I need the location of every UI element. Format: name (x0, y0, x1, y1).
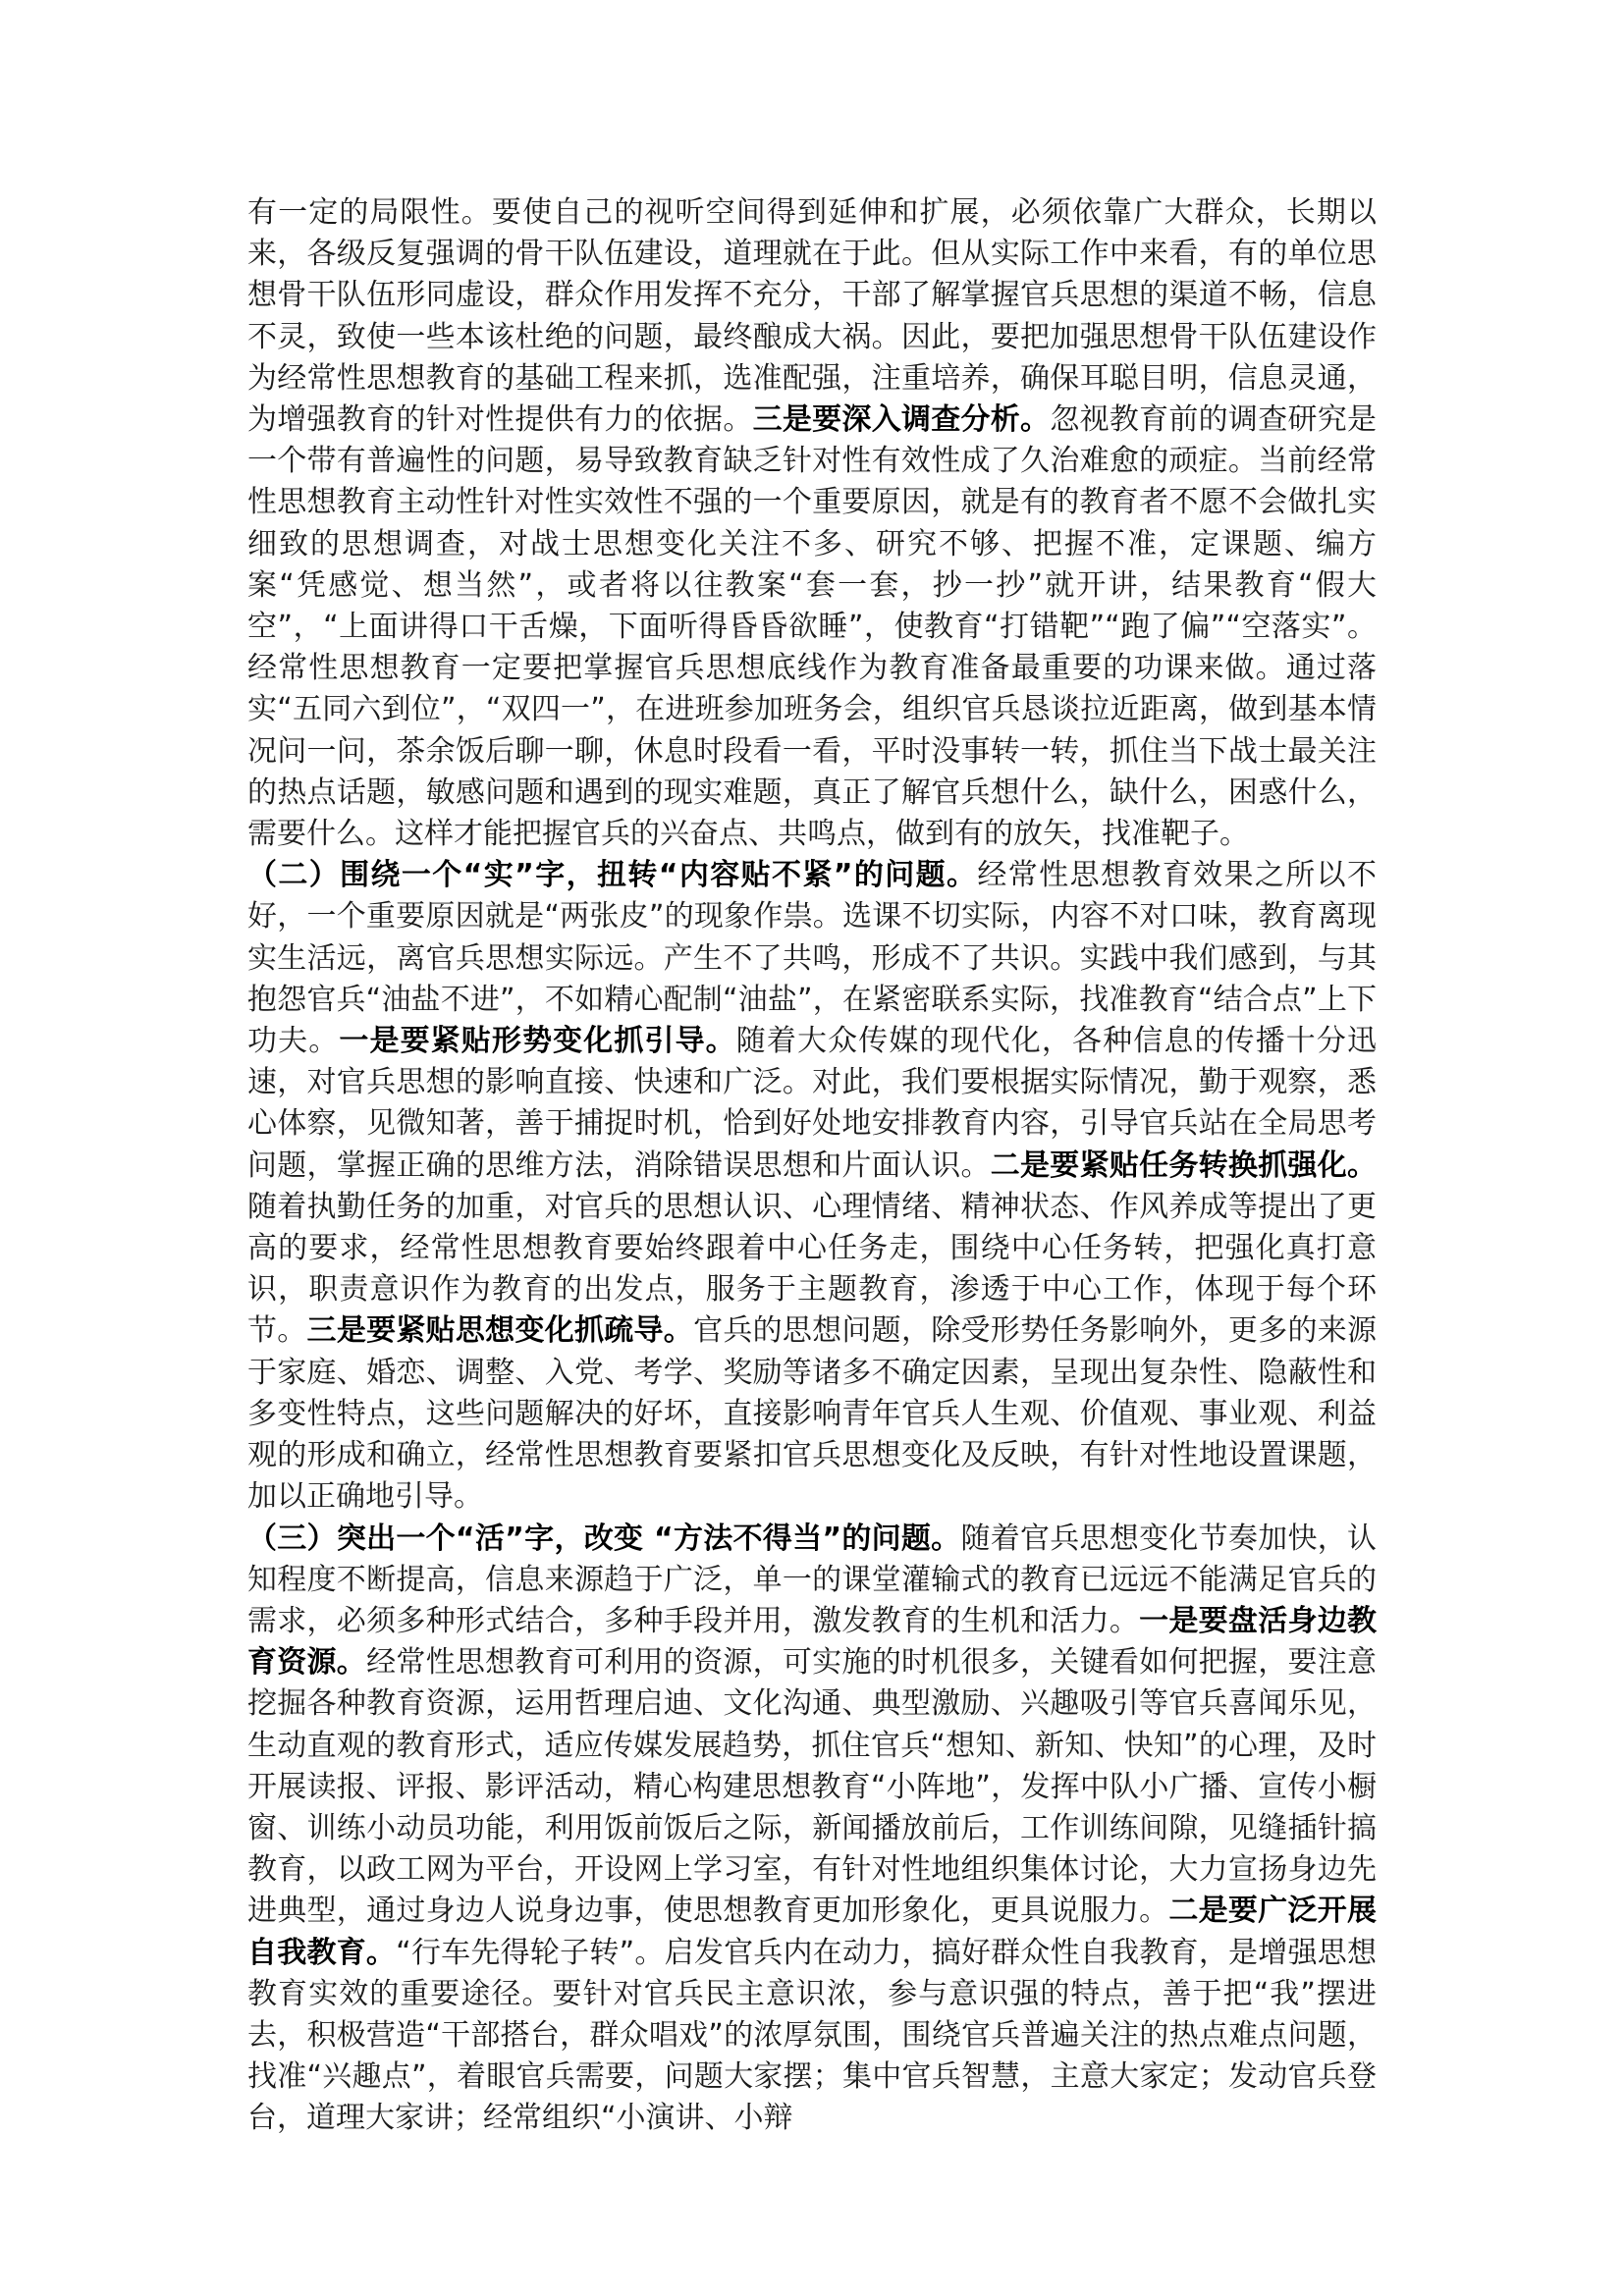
bold-heading-span: 三是要深入调查分析。 (752, 402, 1051, 438)
text-span: 随着执勤任务的加重，对官兵的思想认识、心理情绪、精神状态、作风养成等提出了更高的要求，经常性思想教育要始终跟着中心任务走，围绕中心任务转，把强化真打意识，职责意识作为教育的出发点，服务于主题教育，渗透于中心工作，体现于每个环节。 (247, 1189, 1377, 1349)
bold-heading-span: 一是要紧贴形势变化抓引导。 (339, 1024, 736, 1059)
paragraph (247, 192, 1377, 855)
bold-heading-span: 一是要盘活身边教育资源。 (247, 1603, 1378, 1681)
text-span: 经常性思想教育效果之所以不好，一个重要原因就是“两张皮”的现象作祟。选课不切实际，内容不对口味，教育离现实生活远，离官兵思想实际远。产生不了共鸣，形成不了共识。实践中我们感到，与其抱怨官兵“油盐不进”，不如精心配制“油盐”，在紧密联系实际，找准教育“结合点”上下功夫。 (247, 858, 1378, 1059)
section-heading: （三）突出一个“活”字，改变 “方法不得当”的问题。 (247, 1521, 961, 1556)
bold-heading-span: 三是要紧贴思想变化抓疏导。 (306, 1313, 694, 1349)
paragraph (247, 1519, 1377, 2140)
text-span: 官兵的思想问题，除受形势任务影响外，更多的来源于家庭、婚恋、调整、入党、考学、奖励等诸多不确定因素，呈现出复杂性、隐蔽性和多变性特点，这些问题解决的好坏，直接影响青年官兵人生观、价值观、事业观、利益观的形成和确立，经常性思想教育要紧扣官兵思想变化及反映，有针对性地设置课题，加以正确地引导。 (247, 1313, 1378, 1515)
text-span: 随着大众传媒的现代化，各种信息的传播十分迅速，对官兵思想的影响直接、快速和广泛。对此，我们要根据实际情况，勤于观察，悉心体察，见微知著，善于捕捉时机，恰到好处地安排教育内容，引导官兵站在全局思考问题，掌握正确的思维方法，消除错误思想和片面认识。 (247, 1024, 1378, 1183)
text-span: 经常性思想教育可利用的资源，可实施的时机很多，关键看如何把握，要注意挖掘各种教育资源，运用哲理启迪、文化沟通、典型激励、兴趣吸引等官兵喜闻乐见，生动直观的教育形式，适应传媒发展趋势，抓住官兵“想知、新知、快知”的心理，及时开展读报、评报、影评活动，精心构建思想教育“小阵地”，发挥中队小广播、宣传小橱窗、训练小动员功能，利用饭前饭后之际，新闻播放前后，工作训练间隙，见缝插针搞教育，以政工网为平台，开设网上学习室，有针对性地组织集体讨论，大力宣扬身边先进典型，通过身边人说身边事，使思想教育更加形象化，更具说服力。 (247, 1645, 1378, 1929)
paragraph (247, 855, 1377, 1518)
section-heading: （二）围绕一个“实”字，扭转“内容贴不紧”的问题。 (247, 858, 978, 893)
bold-heading-span: 二是要广泛开展自我教育。 (247, 1894, 1378, 1970)
bold-heading-span: 二是要紧贴任务转换抓强化。 (990, 1148, 1378, 1183)
text-span: 忽视教育前的调查研究是一个带有普遍性的问题，易导致教育缺乏针对性有效性成了久治难愈的顽症。当前经常性思想教育主动性针对性实效性不强的一个重要原因，就是有的教育者不愿不会做扎实细致的思想调查，对战士思想变化关注不多、研究不够、把握不准，定课题、编方案“凭感觉、想当然”，或者将以往教案“套一套，抄一抄”就开讲，结果教育“假大空”，“上面讲得口干舌燥，下面听得昏昏欲睡”，使教育“打错靶”“跑了偏”“空落实”。经常性思想教育一定要把掌握官兵思想底线作为教育准备最重要的功课来做。通过落实“五同六到位”，“双四一”，在进班参加班务会，组织官兵恳谈拉近距离，做到基本情况问一问，茶余饭后聊一聊，休息时段看一看，平时没事转一转，抓住当下战士最关注的热点话题，敏感问题和遇到的现实难题，真正了解官兵想什么，缺什么，困惑什么，需要什么。这样才能把握官兵的兴奋点、共鸣点，做到有的放矢，找准靶子。 (247, 402, 1378, 852)
text-span: 随着官兵思想变化节奏加快，认知程度不断提高，信息来源趋于广泛，单一的课堂灌输式的教育已远远不能满足官兵的需求，必须多种形式结合，多种手段并用，激发教育的生机和活力。 (247, 1521, 1377, 1638)
text-span: 有一定的局限性。要使自己的视听空间得到延伸和扩展，必须依靠广大群众，长期以来，各级反复强调的骨干队伍建设，道理就在于此。但从实际工作中来看，有的单位思想骨干队伍形同虚设，群众作用发挥不充分，干部了解掌握官兵思想的渠道不畅，信息不灵，致使一些本该杜绝的问题，最终酿成大祸。因此，要把加强思想骨干队伍建设作为经常性思想教育的基础工程来抓，选准配强，注重培养，确保耳聪目明，信息灵通，为增强教育的针对性提供有力的依据。 (247, 195, 1377, 438)
document-page (247, 192, 1377, 2140)
text-span: “行车先得轮子转”。启发官兵内在动力，搞好群众性自我教育，是增强思想教育实效的重要途径。要针对官兵民主意识浓，参与意识强的特点，善于把“我”摆进去，积极营造“干部搭台，群众唱戏”的浓厚氛围，围绕官兵普遍关注的热点难点问题，找准“兴趣点”，着眼官兵需要，问题大家摆；集中官兵智慧，主意大家定；发动官兵登台，道理大家讲；经常组织“小演讲、小辩 (247, 1935, 1377, 2136)
